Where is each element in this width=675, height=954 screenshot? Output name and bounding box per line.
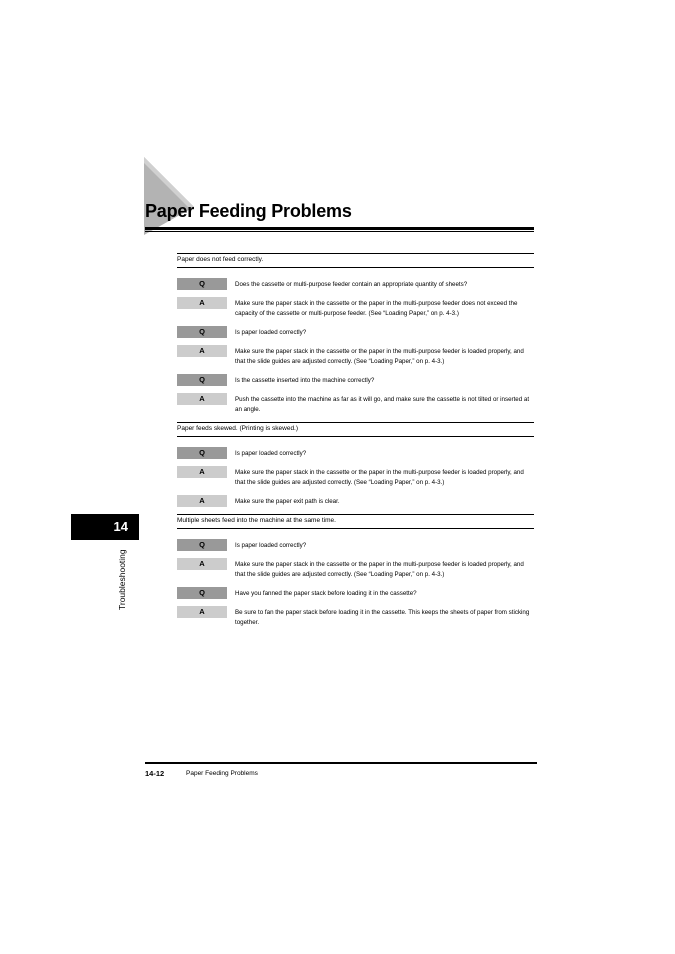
answer-text: Make sure the paper stack in the cassette or the paper in the multi-purpose feeder is loaded properly, and that the slide guides are adjusted correctly. (See “Loading Paper,” on p. 4-3.): [235, 469, 524, 486]
question-row: [177, 374, 534, 386]
answer-text: Make sure the paper stack in the cassette or the paper in the multi-purpose feeder is loaded properly, and that the slide guides are adjusted correctly. (See “Loading Paper,” on p. 4-3.): [235, 348, 524, 365]
question-row: [177, 539, 534, 551]
question-label: Q: [177, 539, 227, 551]
question-text: Is the cassette inserted into the machine correctly?: [235, 377, 375, 384]
answer-label: A: [177, 393, 227, 405]
qa-list: [177, 437, 534, 507]
answer-label: A: [177, 606, 227, 618]
answer-row: [177, 606, 534, 628]
answer-text: Make sure the paper stack in the cassette or the paper in the multi-purpose feeder is loaded properly, and that the slide guides are adjusted correctly. (See “Loading Paper,” on p. 4-3.): [235, 561, 524, 578]
section-heading: Multiple sheets feed into the machine at the same time.: [177, 514, 534, 529]
answer-row: [177, 297, 534, 319]
title-rule-thin: [145, 231, 534, 232]
chapter-tab: 14: [71, 514, 139, 540]
answer-label: A: [177, 466, 227, 478]
answer-text: Be sure to fan the paper stack before loading it in the cassette. This keeps the sheets of paper from sticking together.: [235, 609, 530, 626]
answer-row: [177, 466, 534, 488]
answer-row: [177, 495, 534, 507]
page-title: Paper Feeding Problems: [145, 201, 352, 221]
question-label: Q: [177, 587, 227, 599]
qa-list: [177, 529, 534, 628]
question-row: [177, 587, 534, 599]
qa-list: [177, 268, 534, 415]
answer-row: [177, 558, 534, 580]
question-row: [177, 326, 534, 338]
section-heading: Paper feeds skewed. (Printing is skewed.): [177, 422, 534, 437]
answer-label: A: [177, 558, 227, 570]
footer-rule: [145, 762, 537, 764]
corner-triangle-decoration: [144, 157, 196, 237]
answer-text: Make sure the paper stack in the cassette or the paper in the multi-purpose feeder does not exceed the capacity of the cassette or multi-purpose feeder. (See “Loading Paper,” on p. 4-3.): [235, 300, 518, 317]
question-row: [177, 447, 534, 459]
answer-row: [177, 393, 534, 415]
question-text: Have you fanned the paper stack before loading it in the cassette?: [235, 590, 417, 597]
faq-section: [177, 514, 534, 628]
title-rule: [145, 227, 534, 230]
answer-label: A: [177, 345, 227, 357]
question-label: Q: [177, 326, 227, 338]
answer-text: Make sure the paper exit path is clear.: [235, 498, 340, 505]
question-text: Does the cassette or multi-purpose feeder contain an appropriate quantity of sheets?: [235, 281, 468, 288]
footer-page-number: 14-12: [145, 769, 165, 778]
sections-container: [177, 253, 534, 628]
question-text: Is paper loaded correctly?: [235, 450, 307, 457]
question-text: Is paper loaded correctly?: [235, 542, 307, 549]
faq-content: [177, 253, 534, 635]
section-heading: Paper does not feed correctly.: [177, 253, 534, 268]
question-text: Is paper loaded correctly?: [235, 329, 307, 336]
question-label: Q: [177, 278, 227, 290]
answer-row: [177, 345, 534, 367]
answer-text: Push the cassette into the machine as far as it will go, and make sure the cassette is not tilted or inserted at an angle.: [235, 396, 530, 413]
footer-title: Paper Feeding Problems: [186, 770, 258, 777]
question-row: [177, 278, 534, 290]
answer-label: A: [177, 495, 227, 507]
question-label: Q: [177, 447, 227, 459]
answer-label: A: [177, 297, 227, 309]
chapter-side-label: Troubleshooting: [117, 549, 127, 610]
faq-section: [177, 422, 534, 507]
question-label: Q: [177, 374, 227, 386]
faq-section: [177, 253, 534, 415]
